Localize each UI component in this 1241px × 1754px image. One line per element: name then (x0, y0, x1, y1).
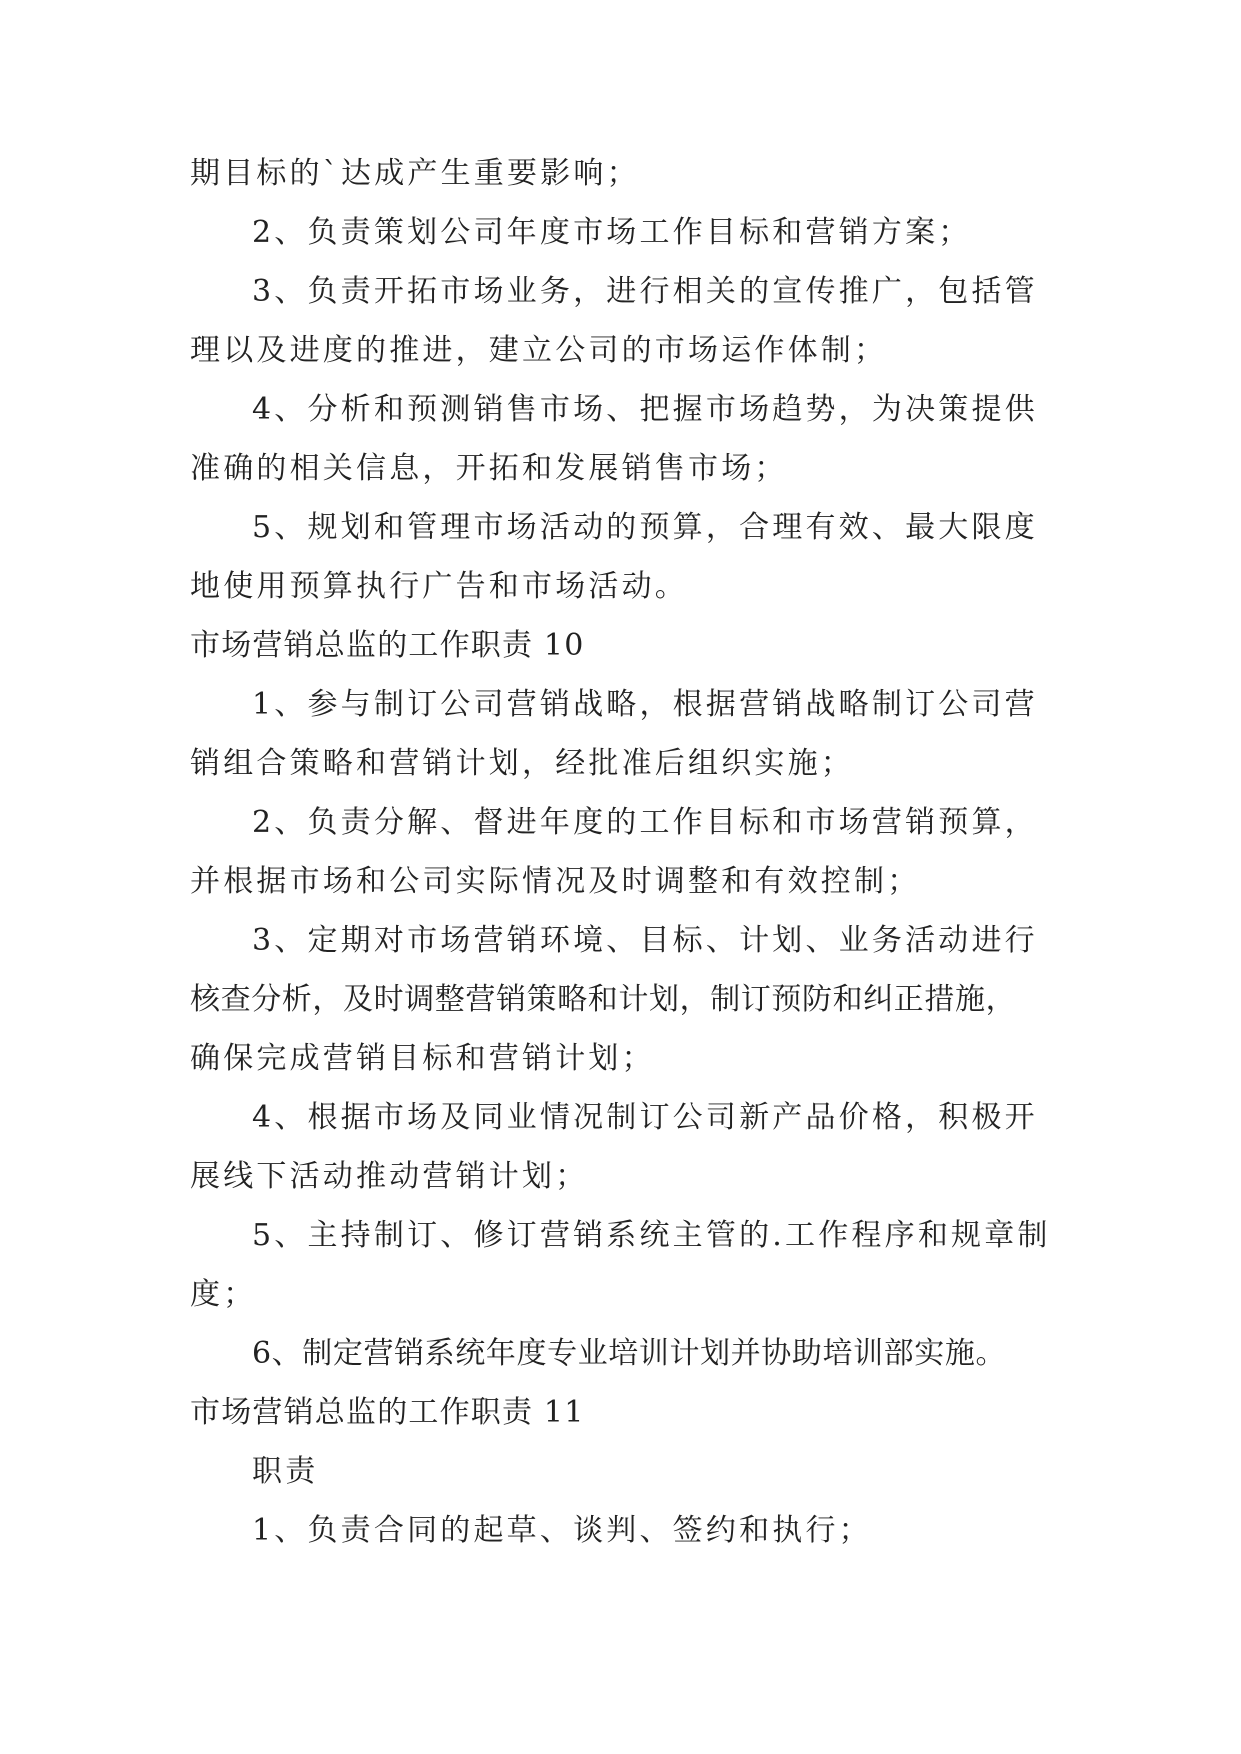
list-item-line: 5、主持制订、修订营销系统主管的.工作程序和规章制 (252, 1218, 1051, 1253)
list-item-line: 1、负责合同的起草、谈判、签约和执行； (252, 1513, 872, 1548)
paragraph-line: 准确的相关信息，开拓和发展销售市场； (190, 451, 788, 486)
paragraph-line: 核查分析，及时调整营销策略和计划，制订预防和纠正措施， (190, 982, 1017, 1017)
list-item-line: 6、制定营销系统年度专业培训计划并协助培训部实施。 (252, 1336, 1007, 1371)
paragraph-line: 期目标的`达成产生重要影响； (190, 156, 640, 191)
subheading-line: 职责 (252, 1454, 319, 1489)
list-item-line: 5、规划和管理市场活动的预算，合理有效、最大限度 (252, 510, 1038, 545)
section-heading: 市场营销总监的工作职责 11 (190, 1395, 585, 1430)
document-body (190, 153, 1070, 1569)
list-item-line: 4、根据市场及同业情况制订公司新产品价格，积极开 (252, 1100, 1038, 1135)
list-item-line: 1、参与制订公司营销战略，根据营销战略制订公司营 (252, 687, 1038, 722)
list-item-line: 2、负责分解、督进年度的工作目标和市场营销预算， (252, 805, 1038, 840)
list-item-line: 4、分析和预测销售市场、把握市场趋势，为决策提供 (252, 392, 1038, 427)
paragraph-line: 理以及进度的推进，建立公司的市场运作体制； (190, 333, 888, 368)
list-item-line: 3、定期对市场营销环境、目标、计划、业务活动进行 (252, 923, 1038, 958)
paragraph-line: 确保完成营销目标和营销计划； (190, 1041, 655, 1076)
paragraph-line: 展线下活动推动营销计划； (190, 1159, 589, 1194)
section-heading: 市场营销总监的工作职责 10 (190, 628, 585, 663)
paragraph-line: 度； (190, 1277, 257, 1312)
paragraph-line: 销组合策略和营销计划，经批准后组织实施； (190, 746, 854, 781)
list-item-line: 2、负责策划公司年度市场工作目标和营销方案； (252, 215, 972, 250)
list-item-line: 3、负责开拓市场业务，进行相关的宣传推广，包括管 (252, 274, 1038, 309)
paragraph-line: 地使用预算执行广告和市场活动。 (190, 569, 688, 604)
paragraph-line: 并根据市场和公司实际情况及时调整和有效控制； (190, 864, 921, 899)
